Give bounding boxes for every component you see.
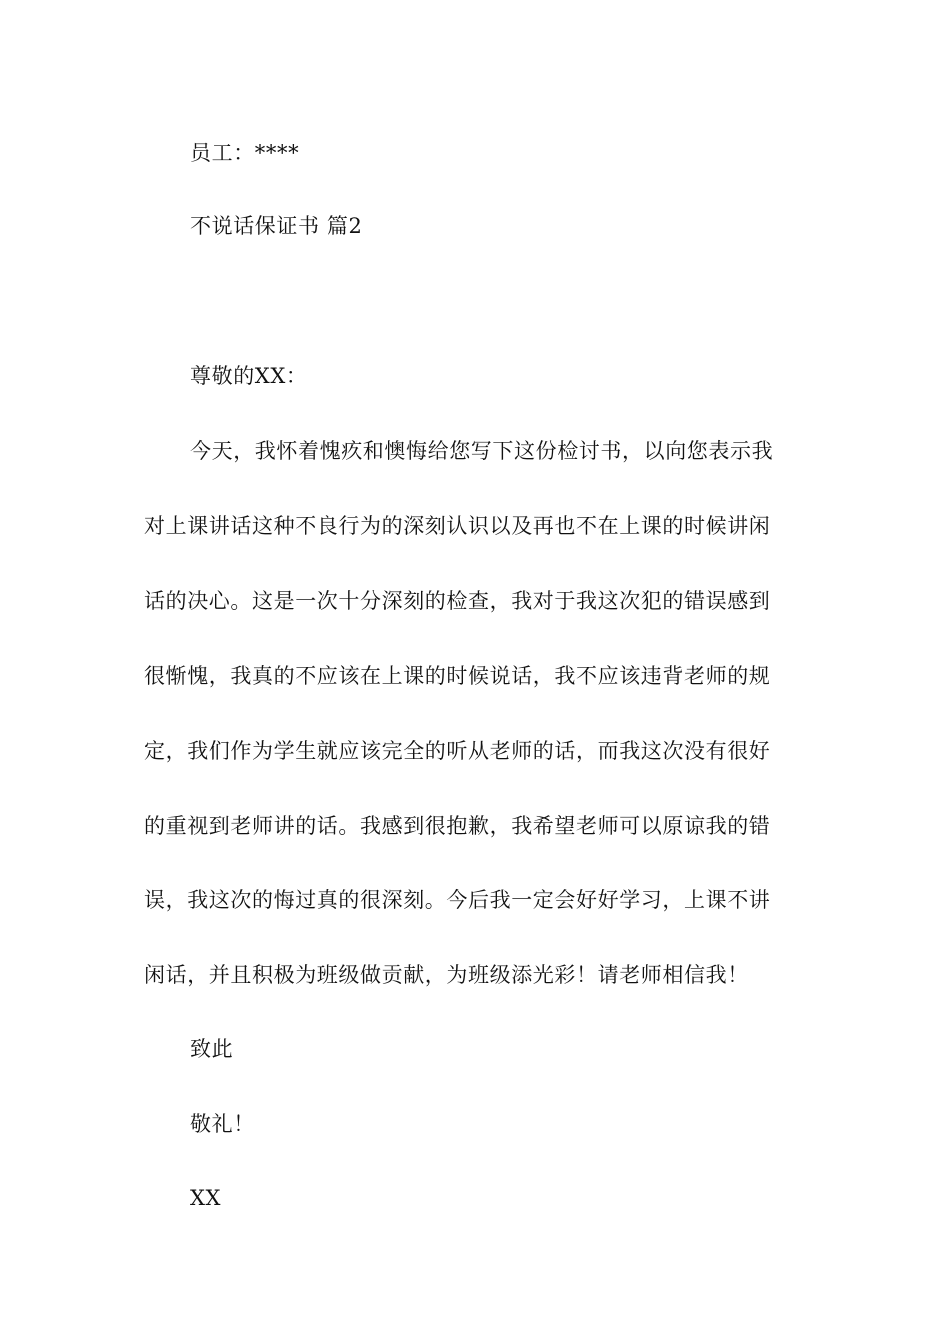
body-line: 闲话，并且积极为班级做贡献，为班级添光彩！请老师相信我！ bbox=[144, 963, 749, 987]
body-line: 话的决心。这是一次十分深刻的检查，我对于我这次犯的错误感到 bbox=[144, 589, 771, 613]
section-title: 不说话保证书 篇2 bbox=[190, 214, 363, 238]
salutation: 尊敬的XX： bbox=[190, 364, 308, 388]
body-line: 对上课讲话这种不良行为的深刻认识以及再也不在上课的时候讲闲 bbox=[144, 514, 771, 538]
signature: XX bbox=[190, 1186, 222, 1210]
closing-salute: 敬礼！ bbox=[190, 1112, 255, 1136]
body-line: 定，我们作为学生就应该完全的听从老师的话，而我这次没有很好 bbox=[144, 739, 771, 763]
employee-line: 员工：**** bbox=[190, 141, 300, 165]
body-line: 的重视到老师讲的话。我感到很抱歉，我希望老师可以原谅我的错 bbox=[144, 814, 771, 838]
body-line: 误，我这次的悔过真的很深刻。今后我一定会好好学习，上课不讲 bbox=[144, 888, 771, 912]
body-line: 今天，我怀着愧疚和懊悔给您写下这份检讨书，以向您表示我 bbox=[190, 439, 774, 463]
closing-phrase: 致此 bbox=[190, 1037, 234, 1061]
body-line: 很惭愧，我真的不应该在上课的时候说话，我不应该违背老师的规 bbox=[144, 664, 771, 688]
